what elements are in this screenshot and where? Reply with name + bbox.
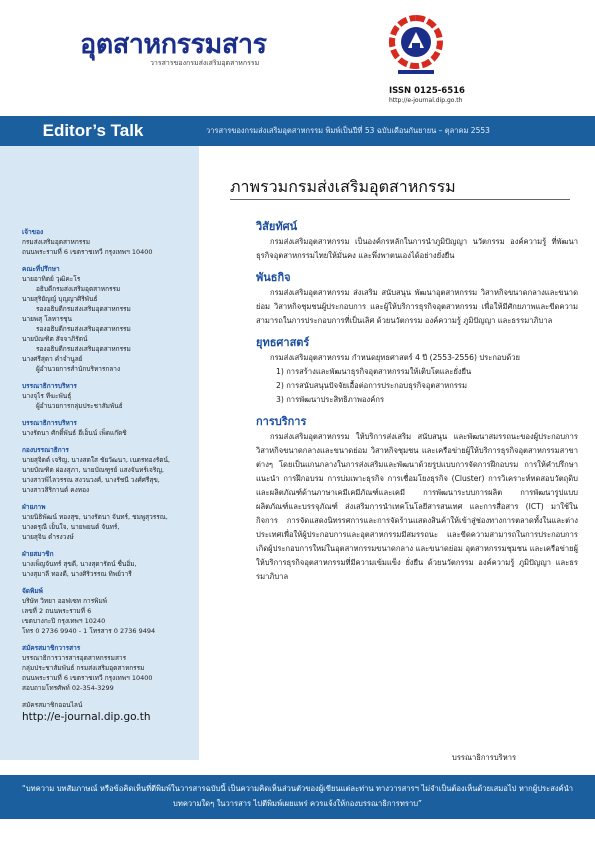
strategy-text: กรมส่งเสริมอุตสาหกรรม กำหนดยุทธศาสตร์ 4 ปี (2553-2556) ประกอบด้วย: [270, 353, 520, 362]
staff-section-heading: สมัครสมาชิกวารสาร: [22, 644, 81, 652]
issn-number: ISSN 0125-6516: [389, 86, 465, 96]
strategy-item: 2) การสนับสนุนปัจจัยเอื้อต่อการประกอบธุรกิจอุตสาหกรรม: [276, 381, 468, 390]
mission-text: กรมส่งเสริมอุตสาหกรรม ส่งเสริม สนับสนุน พัฒนาอุตสาหกรรม วิสาหกิจขนาดกลางและขนาดย่อม วิสาหกิจชุมชนผู้ประกอบการ และผู้ให้บริการธุรกิจอุตสาหกรรม เพื่อให้มีศักยภาพและขีดความสามารถในการประกอบการที่เป็นเลิศ ด้วยนวัตกรรม องค์ความรู้ ภูมิปัญญา และธรรมาภิบาล: [256, 288, 578, 325]
staff-section: [22, 418, 196, 438]
signature: บรรณาธิการบริหาร: [452, 753, 517, 762]
staff-section-heading: เจ้าของ: [22, 228, 44, 236]
staff-line: นางสาวสิริกานต์ คงทอง: [22, 486, 90, 494]
staff-section: [22, 502, 196, 542]
strategy-item: 3) การพัฒนาประสิทธิภาพองค์กร: [276, 395, 385, 404]
staff-section-heading: กองบรรณาธิการ: [22, 446, 69, 454]
strategy-heading: ยุทธศาสตร์: [256, 336, 310, 349]
staff-line: อธิบดีกรมส่งเสริมอุตสาหกรรม: [36, 285, 121, 293]
online-subscribe-url[interactable]: http://e-journal.dip.go.th: [22, 711, 151, 723]
staff-section-heading: บรรณาธิการบริหาร: [22, 382, 77, 390]
mission-heading: พันธกิจ: [256, 271, 291, 284]
staff-line: นางจุไร ทีฆะพันธุ์: [22, 392, 72, 400]
staff-section: [22, 227, 196, 257]
masthead: [0, 0, 595, 112]
staff-section-heading: บรรณาธิการบริหาร: [22, 419, 77, 427]
title-divider: [230, 199, 570, 200]
staff-section-heading: ฝ่ายสมาชิก: [22, 550, 54, 558]
staff-line: บรรณาธิการวารสารอุตสาหกรรมสาร: [22, 654, 127, 662]
staff-section: [22, 264, 196, 374]
vision-text: กรมส่งเสริมอุตสาหกรรม เป็นองค์กรหลักในการนำภูมิปัญญา นวัตกรรม องค์ความรู้ ที่พัฒนาธุรกิจอุตสาหกรรมไทยให้มั่นคง และพึ่งพาตนเองได้อย่างยั่งยืน: [256, 237, 578, 260]
staff-sidebar: [0, 146, 199, 760]
section-label: Editor’s Talk: [0, 116, 186, 146]
staff-line: เลขที่ 2 ถนนพระรามที่ 6: [22, 607, 92, 615]
staff-line: ผู้อำนวยการสำนักบริหารกลาง: [36, 365, 121, 373]
service-heading: การบริการ: [256, 415, 307, 428]
staff-section-heading: จัดพิมพ์: [22, 587, 43, 595]
staff-line: นางดรุณี เย็นใจ, นายพยนต์ จันทร์,: [22, 523, 120, 531]
staff-line: กรมส่งเสริมอุตสาหกรรม: [22, 238, 91, 246]
staff-line: ผู้อำนวยการกลุ่มประชาสัมพันธ์: [36, 402, 123, 410]
staff-line: ถนนพระรามที่ 6 เขตราชเทวี กรุงเทพฯ 10400: [22, 248, 153, 256]
staff-section: [22, 643, 196, 693]
staff-line: นายบัณฑิต สัจจาภิรัตน์: [22, 335, 88, 343]
staff-line: กลุ่มประชาสัมพันธ์ กรมส่งเสริมอุตสาหกรรม: [22, 664, 145, 672]
dip-logo-icon: [388, 14, 444, 80]
staff-line: นางสุมาลี ทองดี, นางศิริวรรณ ทิพย์วารี: [22, 570, 132, 578]
staff-line: โทร 0 2736 9940 - 1 โทรสาร 0 2736 9494: [22, 627, 156, 635]
staff-line: นายสุจิตต์ เจริญ, นางสดใส ชัยวัฒนา, เนตรทองรัตน์,: [22, 456, 170, 464]
staff-line: นายพสุ โลหารชุน: [22, 315, 72, 323]
issue-info: วารสารของกรมส่งเสริมอุตสาหกรรม พิมพ์เป็นปีที่ 53 ฉบับเดือนกันยายน – ตุลาคม 2553: [206, 126, 490, 135]
staff-line: รองอธิบดีกรมส่งเสริมอุตสาหกรรม: [36, 345, 131, 353]
staff-section-heading: คณะที่ปรึกษา: [22, 265, 60, 273]
strategy-item: 1) การสร้างและพัฒนาธุรกิจอุตสาหกรรมให้เติบโตและยั่งยืน: [276, 367, 472, 376]
staff-line: นางเพ็ญจันทร์ สุขดี, นางสุดารัตน์ ชื่นอิ่ม,: [22, 560, 137, 568]
article-title: ภาพรวมกรมส่งเสริมอุตสาหกรรม: [230, 177, 456, 196]
staff-list: [22, 227, 196, 724]
staff-line: นางศรีสุดา คำจำนูลย์: [22, 355, 83, 363]
staff-line: นางรัตนา ศักดิ์พันธ์ ฮีเอ็นน์ เพ็ดแก๊ดชิ: [22, 429, 127, 437]
service-text: กรมส่งเสริมอุตสาหกรรม ให้บริการส่งเสริม สนับสนุน และพัฒนาสมรรถนะของผู้ประกอบการวิสาหกิจขนาดกลางและขนาดย่อม วิสาหกิจชุมชน และเครือข่ายผู้ให้บริการธุรกิจอุตสาหกรรมสาขาต่างๆ โดยเป็นแกนกลางในการส่งเสริมและพัฒนาด้วยรูปแบบการจัดการฝึกอบรม การให้คำปรึกษาแนะนำ การฝึกอบรม การบ่มเพาะธุรกิจ การเชื่อมโยงธุรกิจ (Cluster) การวิเคราะห์ทดสอบวัตถุดิบและผลิตภัณฑ์ด้านภาษาเคมีเคมีภัณฑ์และเคมี การพัฒนาระบบการผลิต การพัฒนารูปแบบผลิตภัณฑ์และบรรจุภัณฑ์ ส่งเสริมการนำเทคโนโลยีสารสนเทศ และการสื่อสาร (ICT) มาใช้ในกิจการ การจัดแสดงนิทรรศการและการจัดร้านแสดงสินค้าให้เข้าสู่ช่องทางการตลาดทั้งในและต่างประเทศเพื่อให้ผู้ประกอบการและอุตสาหกรรมมีสมรรถนะ และขีดความสามารถในการประกอบการ เกิดผู้ประกอบการใหม่ในอุตสาหกรรมขนาดกลาง และขนาดย่อม อุตสาหกรรมชุมชน และเครือข่ายผู้ให้บริการธุรกิจอุตสาหกรรมที่มีความเข้มแข็ง ยั่งยืน ด้วยนวัตกรรม องค์ความรู้ ภูมิปัญญา และธรรมาภิบาล: [256, 432, 578, 581]
staff-section: [22, 586, 196, 636]
magazine-title: อุตสาหกรรมสาร: [80, 29, 267, 60]
staff-line: สอบถามโทรศัพท์ 02-354-3299: [22, 684, 114, 692]
staff-line: นายนิธิพัฒน์ ทองสุข, นางรัตนา จันทร์, ชมพูสุวรรณ,: [22, 513, 168, 521]
article-title-wrap: [230, 175, 570, 200]
disclaimer-footer: [0, 775, 595, 819]
staff-line: เขตบางกะปิ กรุงเทพฯ 10240: [22, 617, 106, 625]
staff-section: [22, 381, 196, 411]
online-subscribe-label: สมัครสมาชิกออนไลน์: [22, 701, 83, 709]
vision-heading: วิสัยทัศน์: [256, 220, 298, 233]
staff-line: รองอธิบดีกรมส่งเสริมอุตสาหกรรม: [36, 305, 131, 313]
staff-line: บริษัท วิทยา ออฟเซท การพิมพ์: [22, 597, 108, 605]
staff-section-heading: ฝ่ายภาพ: [22, 503, 46, 511]
magazine-subtitle: วารสารของกรมส่งเสริมอุตสาหกรรม: [150, 59, 260, 67]
staff-line: นางสาวพิไลวรรณ สงวนวงศ์, นางรัชนี วงศ์ศรีสุข,: [22, 476, 160, 484]
disclaimer-text: “บทความ บทสัมภาษณ์ หรือข้อคิดเห็นที่ตีพิมพ์ในวารสารฉบับนี้ เป็นความคิดเห็นส่วนตัวของผู้เขียนแต่ละท่าน ทางวารสารฯ ไม่จำเป็นต้องเห็นด้วยเสมอไป หากผู้ประสงค์นำบทความใดๆ ในวารสาร ไปตีพิมพ์เผยแพร่ ควรแจ้งให้กองบรรณาธิการทราบ”: [21, 784, 574, 808]
staff-line: นายอาทิตย์ วุฒิคะโร: [22, 275, 81, 283]
section-band: [0, 116, 595, 146]
journal-url[interactable]: http://e-journal.dip.go.th: [389, 97, 463, 104]
staff-line: นายสุริยัญญ์ บุญญาศิริพันธ์: [22, 295, 98, 303]
staff-line: ถนนพระรามที่ 6 เขตราชเทวี กรุงเทพฯ 10400: [22, 674, 153, 682]
article-body: [256, 218, 578, 584]
staff-line: นายบัณฑิต ผ่องสุภา, นายบัณฑูรย์ แสงจันทร์เจริญ,: [22, 466, 164, 474]
staff-section: [22, 445, 196, 495]
staff-section: [22, 549, 196, 579]
staff-line: รองอธิบดีกรมส่งเสริมอุตสาหกรรม: [36, 325, 131, 333]
staff-line: นายสุจิน ดำรงวงษ์: [22, 533, 74, 541]
